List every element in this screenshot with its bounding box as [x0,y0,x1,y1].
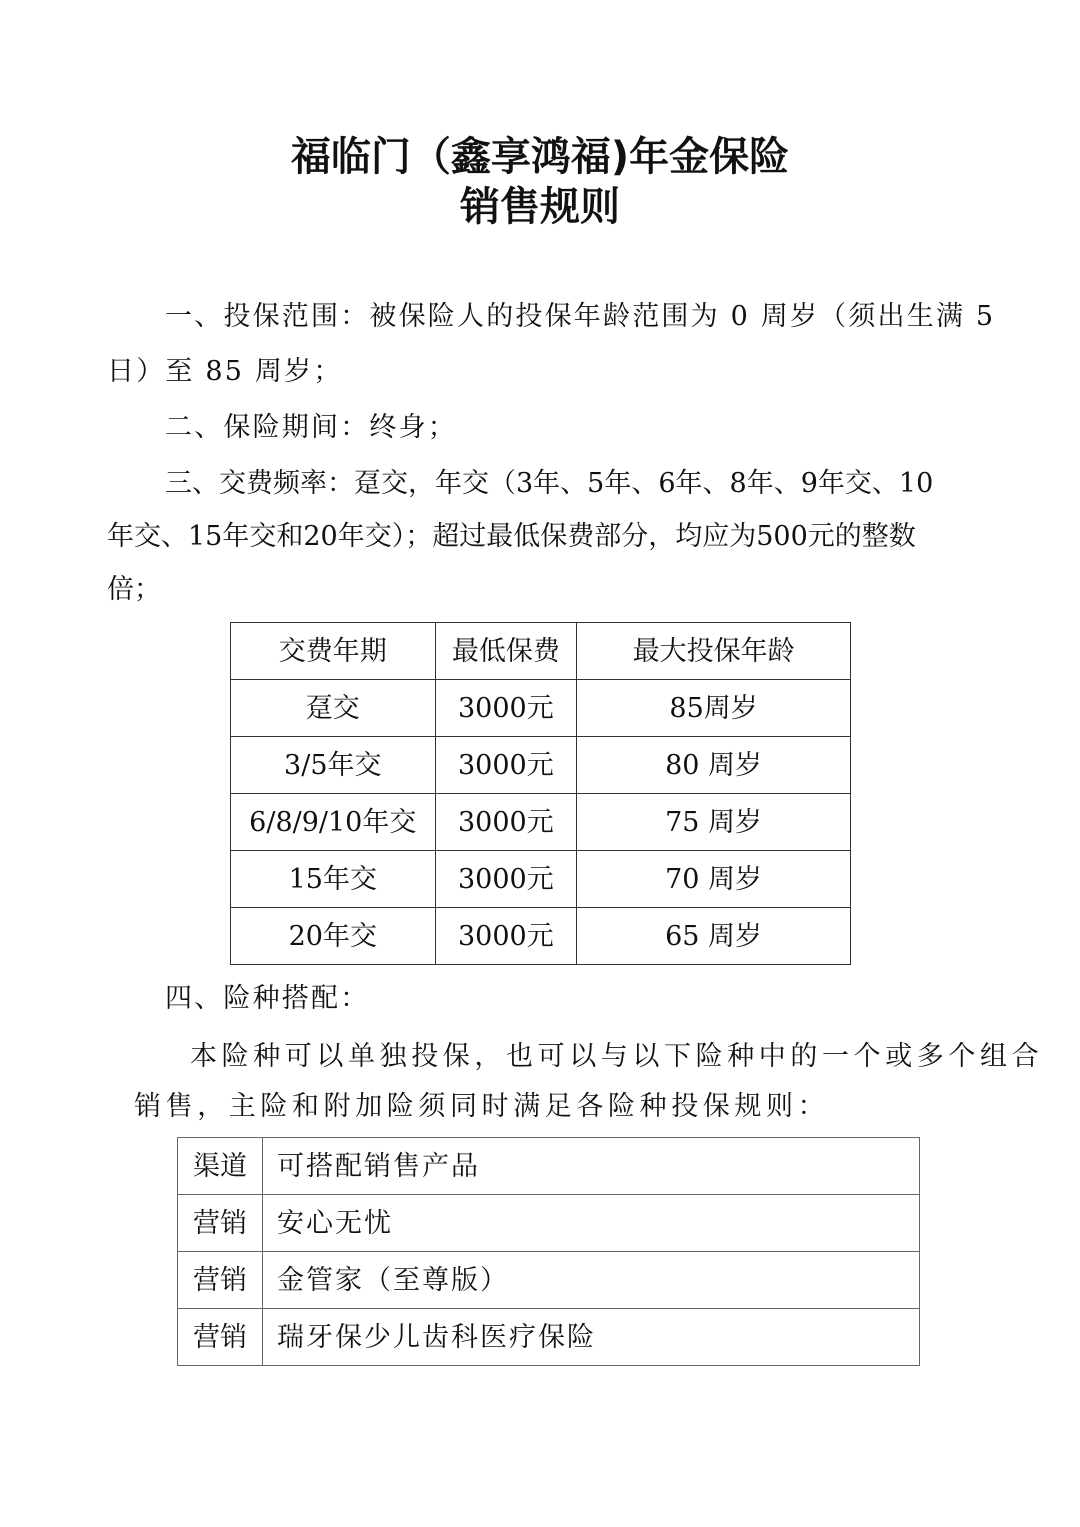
section-4-heading: 四、险种搭配： [165,983,370,1014]
pairing-table-header [178,1138,920,1195]
product-cell: 金管家（至尊版） [263,1252,920,1309]
table-row [231,737,851,794]
max-age-cell: 70 周岁 [577,851,851,908]
product-cell: 瑞牙保少儿齿科医疗保险 [263,1309,920,1366]
payment-period-cell: 趸交 [231,680,436,737]
table-row [178,1195,920,1252]
pairing-table [177,1137,920,1366]
channel-cell: 营销 [178,1195,263,1252]
min-premium-cell: 3000元 [435,851,577,908]
payment-period-cell: 6/8/9/10年交 [231,794,436,851]
section-4-paragraph-line-1: 本险种可以单独投保，也可以与以下险种中的一个或多个组合 [190,1041,1044,1072]
section-2: 二、保险期间：终身； [165,412,457,443]
payment-period-cell: 15年交 [231,851,436,908]
premium-table [230,622,851,965]
channel-cell: 营销 [178,1252,263,1309]
premium-table-header [231,623,851,680]
section-1-line-1: 一、投保范围：被保险人的投保年龄范围为 0 周岁（须出生满 5 [165,301,996,332]
section-4-paragraph-line-2: 销售，主险和附加险须同时满足各险种投保规则： [134,1091,830,1122]
document-title-line-1: 福临门（鑫享鸿福)年金保险 [290,134,790,180]
min-premium-cell: 3000元 [435,794,577,851]
table-row [231,680,851,737]
channel-cell: 营销 [178,1309,263,1366]
section-3-line-2: 年交、15年交和20年交）；超过最低保费部分，均应为500元的整数 [107,521,916,552]
section-3-line-1: 三、交费频率：趸交，年交（3年、5年、6年、8年、9年交、10 [165,468,934,499]
min-premium-cell: 3000元 [435,737,577,794]
section-1-line-2: 日）至 85 周岁； [107,356,343,387]
table-row [231,908,851,965]
min-premium-cell: 3000元 [435,908,577,965]
table-row [231,794,851,851]
table-row [231,851,851,908]
table-row [178,1252,920,1309]
header-product: 可搭配销售产品 [263,1138,920,1195]
max-age-cell: 80 周岁 [577,737,851,794]
header-max-age: 最大投保年龄 [577,623,851,680]
section-3-line-3: 倍； [107,574,161,605]
payment-period-cell: 20年交 [231,908,436,965]
table-row [178,1309,920,1366]
document-title-line-2: 销售规则 [460,184,620,230]
max-age-cell: 75 周岁 [577,794,851,851]
min-premium-cell: 3000元 [435,680,577,737]
product-cell: 安心无忧 [263,1195,920,1252]
header-channel: 渠道 [178,1138,263,1195]
payment-period-cell: 3/5年交 [231,737,436,794]
header-min-premium: 最低保费 [435,623,577,680]
max-age-cell: 85周岁 [577,680,851,737]
max-age-cell: 65 周岁 [577,908,851,965]
header-payment-period: 交费年期 [231,623,436,680]
